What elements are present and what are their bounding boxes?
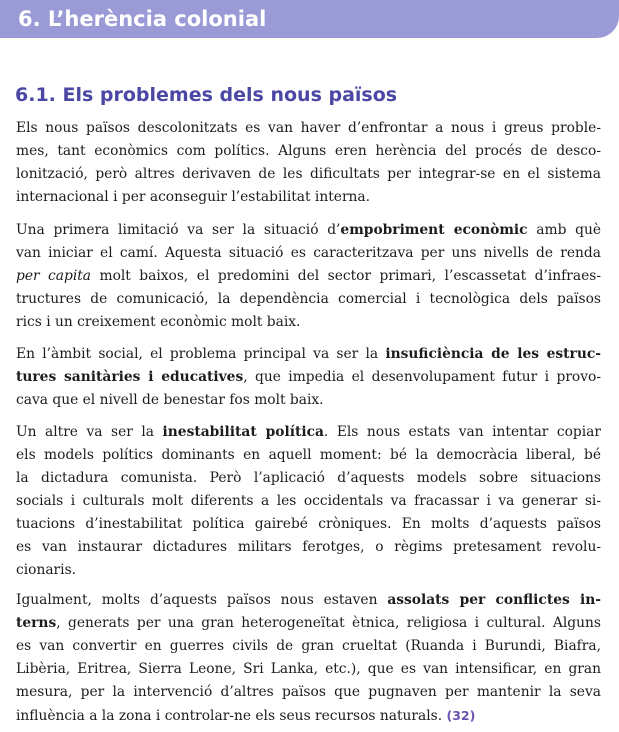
text-line: influència a la zona i controlar-ne els seus recursos naturals. (32) — [16, 708, 476, 724]
text-line: Libèria, Eritrea, Sierra Leone, Sri Lanka, etc.), que es van intensificar, en gran — [16, 661, 601, 677]
text-line: tructures de comunicació, la dependència comercial i tecnològica dels països — [16, 291, 601, 307]
bold-term: terns — [16, 615, 57, 631]
bold-term: tures sanitàries i educatives — [16, 369, 244, 385]
text-line: lonització, però altres derivaven de les dificultats per integrar-se en el sistema — [16, 166, 601, 182]
text-line: per capita molt baixos, el predomini del sector primari, l’escassetat d’infraes- — [16, 268, 601, 284]
text-line: van iniciar el camí. Aquesta situació es caracteritzava per uns nivells de renda — [16, 245, 601, 261]
text-line: tures sanitàries i educatives, que impedia el desenvolupament futur i provo- — [16, 369, 601, 385]
text-line: cionaris. — [16, 562, 77, 578]
paragraph-4 — [16, 421, 601, 582]
text-line: Igualment, molts d’aquests països nous estaven assolats per conflictes in- — [16, 592, 601, 608]
section-title: 6.1. Els problemes dels nous països — [15, 84, 398, 106]
text-line: En l’àmbit social, el problema principal va ser la insuficiència de les estruc- — [16, 346, 601, 362]
text-line: la dictadura comunista. Però l’aplicació d’aquests models sobre situacions — [16, 470, 601, 486]
text-line: terns, generats per una gran heterogeneïtat ètnica, religiosa i cultural. Alguns — [16, 615, 601, 631]
paragraph-3 — [16, 343, 601, 412]
text-line: Els nous països descolonitzats es van haver d’enfrontar a nous i greus proble- — [16, 120, 601, 136]
text-line: Una primera limitació va ser la situació d’empobriment econòmic amb què — [16, 222, 601, 238]
text-line: cava que el nivell de benestar fos molt baix. — [16, 392, 324, 408]
text-line: es van convertir en guerres civils de gran crueltat (Ruanda i Burundi, Biafra, — [16, 638, 601, 654]
text-line: mesura, per la intervenció d’altres països que pugnaven per mantenir la seva — [16, 684, 601, 700]
bold-term: insuficiència de les estruc- — [385, 346, 601, 362]
chapter-title: 6. L’herència colonial — [18, 7, 267, 31]
paragraph-2 — [16, 219, 601, 334]
text-line: rics i un creixement econòmic molt baix. — [16, 314, 301, 330]
paragraph-1 — [16, 117, 601, 209]
paragraph-5 — [16, 589, 601, 728]
chapter-header-bar — [0, 0, 619, 38]
reference-number: (32) — [446, 708, 476, 723]
bold-term: assolats per conflictes in- — [387, 592, 601, 608]
text-line: mes, tant econòmics com polítics. Alguns eren herència del procés de desco- — [16, 143, 601, 159]
text-line: tuacions d’inestabilitat política gairebé cròniques. En molts d’aquests països — [16, 516, 601, 532]
text-line: es van instaurar dictadures militars ferotges, o règims pretesament revolu- — [16, 539, 601, 555]
bold-term: inestabilitat política — [162, 424, 324, 440]
italic-term: per capita — [16, 268, 92, 284]
text-line: Un altre va ser la inestabilitat política. Els nous estats van intentar copiar — [16, 424, 601, 440]
text-line: socials i culturals molt diferents a les occidentals va fracassar i va generar si- — [16, 493, 601, 509]
text-line: internacional i per aconseguir l’estabilitat interna. — [16, 189, 371, 205]
bold-term: empobriment econòmic — [340, 222, 528, 238]
text-line: els models polítics dominants en aquell moment: bé la democràcia liberal, bé — [16, 447, 601, 463]
